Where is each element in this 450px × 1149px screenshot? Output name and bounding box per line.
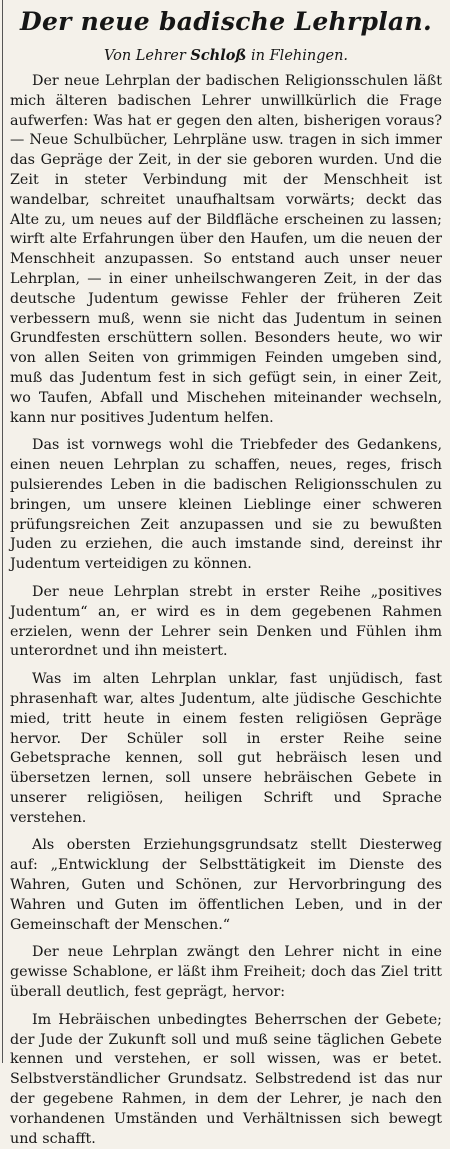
paragraph-5: Als obersten Erziehungsgrundsatz stellt Diesterweg auf: „Entwicklung der Selbsttätigkeit im Dienste des Wahren, Guten und Schönen, zur Hervorbringung des Wahren und Guten im öffentlichen Leben, und in der Gemeinschaft der Menschen.“: [10, 837, 442, 933]
byline-prefix: Von Lehrer: [103, 48, 186, 64]
paragraph-3: Der neue Lehrplan strebt in erster Reihe „positives Judentum“ an, er wird es in dem gegebenen Rahmen erzielen, wenn der Lehrer sein Denken und Fühlen ihm unterordnet und ihn meistert.: [10, 583, 442, 660]
paragraph-1: Der neue Lehrplan der badischen Religionsschulen läßt mich älteren badischen Lehrer unwillkürlich die Frage aufwerfen: Was hat er gegen den alten, bisherigen voraus? — Neue Schulbücher, Lehrpläne usw. tragen in sich immer das Gepräge der Zeit, in der sie geboren wurden. Und die Zeit in steter Verbindung mit der Menschheit ist wandelbar, schreitet unaufhaltsam vorwärts; deckt das Alte zu, um neues auf der Bildfläche erscheinen zu lassen; wirft alte Erfahrungen über den Haufen, um die neuen der Menschheit anzupassen. So entstand auch unser neuer Lehrplan, — in einer unheilschwangeren Zeit, in der das deutsche Judentum gewisse Fehler der früheren Zeit verbessern muß, wenn sie nicht das Judentum in seinen Grundfesten erschüttern sollen. Besonders heute, wo wir von allen Seiten von grimmigen Feinden umgeben sind, muß das Judentum fest in sich gefügt sein, in einer Zeit, wo Taufen, Abfall und Mischehen miteinander wechseln, kann nur positives Judentum helfen.: [10, 73, 442, 426]
paragraph-4: Was im alten Lehrplan unklar, fast unjüdisch, fast phrasenhaft war, altes Judentum, alte jüdische Geschichte mied, tritt heute in einem festen religiösen Gepräge hervor. Der Schüler soll in erster Reihe seine Gebetsprache kennen, soll gut hebräisch lesen und übersetzen lernen, soll unsere hebräischen Gebete in unserer religiösen, heiligen Schrift und Sprache verstehen.: [10, 671, 442, 826]
byline: [10, 46, 442, 66]
article-body: [10, 72, 442, 1149]
paragraph-6: Der neue Lehrplan zwängt den Lehrer nicht in eine gewisse Schablone, er läßt ihm Freiheit; doch das Ziel tritt überall deutlich, fest geprägt, hervor:: [10, 944, 442, 1001]
article-title: Der neue badische Lehrplan.: [19, 7, 433, 36]
byline-suffix: in Flehingen.: [251, 48, 349, 64]
paragraph-7: Im Hebräischen unbedingtes Beherrschen der Gebete; der Jude der Zukunft soll und muß seine täglichen Gebete kennen und verstehen, er soll wissen, was er betet. Selbstverständlicher Grundsatz. Selbstredend ist das nur der gegebene Rahmen, in dem der Lehrer, je nach den vorhandenen Umständen und Verhältnissen sich bewegt und schafft.: [10, 1011, 442, 1147]
column-rule: [2, 0, 3, 1063]
paragraph-2: Das ist vornwegs wohl die Triebfeder des Gedankens, einen neuen Lehrplan zu schaffen, neues, reges, frisch pulsierendes Leben in die badischen Religionsschulen zu bringen, um unsere kleinen Lieblinge einer schweren prüfungsreichen Zeit anzupassen und sie zu bewußten Juden zu erziehen, die auch imstande sind, dereinst ihr Judentum verteidigen zu können.: [10, 437, 442, 573]
byline-author: Schloß: [190, 47, 247, 64]
